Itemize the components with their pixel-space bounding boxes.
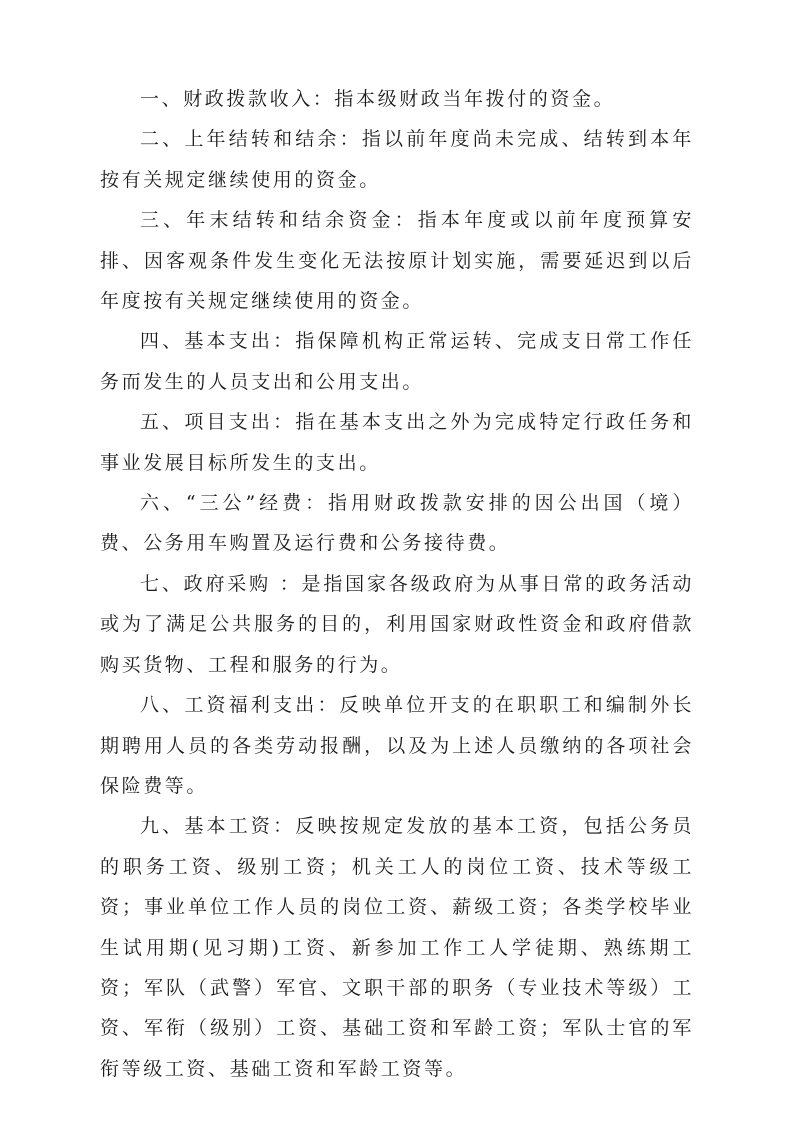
paragraph-8: 八、工资福利支出：反映单位开支的在职职工和编制外长期聘用人员的各类劳动报酬，以及为上述人员缴纳的各项社会保险费等。 (100, 694, 694, 797)
paragraph-9: 九、基本工资：反映按规定发放的基本工资，包括公务员的职务工资、级别工资；机关工人的岗位工资、技术等级工资；事业单位工作人员的岗位工资、薪级工资；各类学校毕业生试用期(见习期)工资、新参加工作工人学徒期、熟练期工资；军队（武警）军官、文职干部的职务（专业技术等级）工资、军衔（级别）工资、基础工资和军龄工资；军队士官的军衔等级工资、基础工资和军龄工资等。 (100, 815, 694, 1080)
paragraph-6: 六、“三公”经费：指用财政拨款安排的因公出国（境）费、公务用车购置及运行费和公务接待费。 (100, 492, 694, 555)
paragraph-1: 一、财政拨款收入：指本级财政当年拨付的资金。 (140, 88, 616, 110)
paragraph-7: 七、政府采购 ：是指国家各级政府为从事日常的政务活动或为了满足公共服务的目的，利用国家财政性资金和政府借款购买货物、工程和服务的行为。 (100, 572, 694, 676)
paragraph-5: 五、项目支出：指在基本支出之外为完成特定行政任务和事业发展目标所发生的支出。 (100, 411, 694, 474)
paragraph-2: 二、上年结转和结余：指以前年度尚未完成、结转到本年按有关规定继续使用的资金。 (100, 128, 694, 191)
paragraph-3: 三、年末结转和结余资金：指本年度或以前年度预算安排、因客观条件发生变化无法按原计划实施，需要延迟到以后年度按有关规定继续使用的资金。 (100, 209, 694, 313)
document-body (100, 79, 694, 1089)
paragraph-4: 四、基本支出：指保障机构正常运转、完成支日常工作任务而发生的人员支出和公用支出。 (100, 330, 694, 393)
